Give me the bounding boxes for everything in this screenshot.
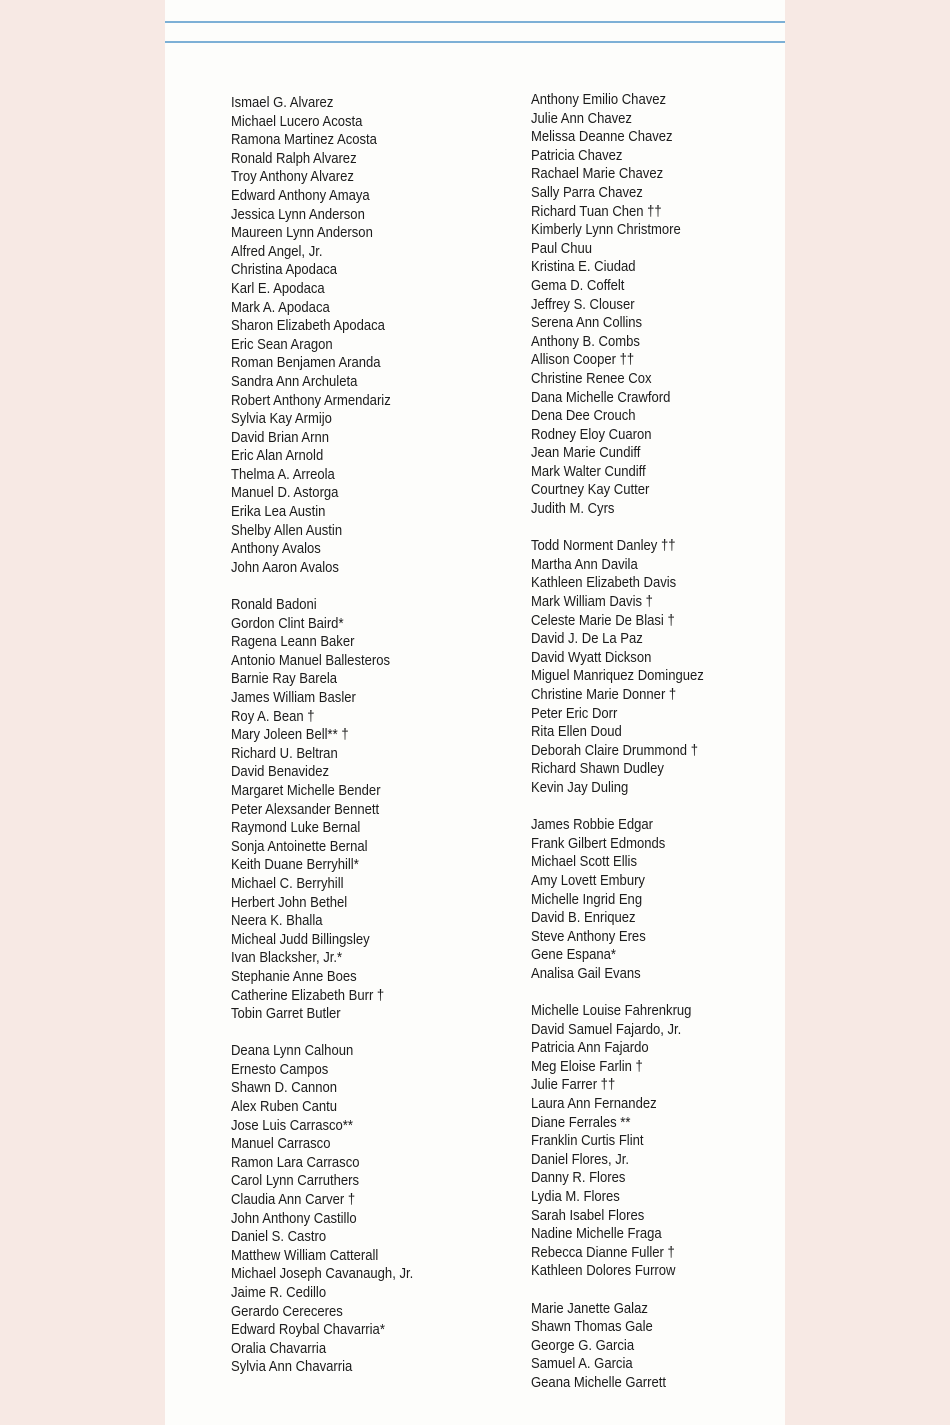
graduate-name: Antonio Manuel Ballesteros bbox=[231, 651, 391, 669]
graduate-name: Maureen Lynn Anderson bbox=[231, 224, 373, 242]
graduate-name: David Samuel Fajardo, Jr. bbox=[531, 1020, 682, 1038]
graduate-name: Peter Eric Dorr bbox=[531, 704, 618, 722]
graduate-name: Rebecca Dianne Fuller † bbox=[531, 1243, 675, 1261]
name-group bbox=[531, 537, 704, 797]
graduate-name: Jessica Lynn Anderson bbox=[231, 205, 365, 223]
graduate-name: Amy Lovett Embury bbox=[531, 871, 645, 889]
top-rule-line bbox=[165, 21, 785, 23]
graduate-name: Michael C. Berryhill bbox=[231, 874, 344, 892]
graduate-name: Erika Lea Austin bbox=[231, 503, 326, 521]
graduate-name: Meg Eloise Farlin † bbox=[531, 1057, 643, 1075]
graduate-name: David Wyatt Dickson bbox=[531, 648, 652, 666]
graduate-name: Dena Dee Crouch bbox=[531, 407, 636, 425]
graduate-name: Celeste Marie De Blasi † bbox=[531, 611, 675, 629]
graduate-name: Eric Sean Aragon bbox=[231, 335, 333, 353]
graduate-name: Anthony B. Combs bbox=[531, 332, 640, 350]
graduate-name: Mark William Davis † bbox=[531, 593, 653, 611]
graduate-name: Jaime R. Cedillo bbox=[231, 1284, 327, 1301]
graduate-name: Tobin Garret Butler bbox=[231, 1005, 341, 1023]
graduate-name: Stephanie Anne Boes bbox=[231, 967, 357, 985]
graduate-name: David Brian Arnn bbox=[231, 428, 330, 446]
graduate-name: Karl E. Apodaca bbox=[231, 279, 325, 297]
graduate-name: Sylvia Ann Chavarria bbox=[231, 1358, 353, 1376]
graduate-name: Mark A. Apodaca bbox=[231, 298, 330, 316]
graduate-name: Herbert John Bethel bbox=[231, 893, 348, 911]
graduate-name: Shawn D. Cannon bbox=[231, 1079, 338, 1097]
graduate-name: Sharon Elizabeth Apodaca bbox=[231, 317, 385, 335]
graduate-name: Sandra Ann Archuleta bbox=[231, 372, 358, 390]
graduate-name: James Robbie Edgar bbox=[531, 816, 653, 834]
graduate-name: Oralia Chavarria bbox=[231, 1339, 327, 1357]
graduate-name: Roman Benjamen Aranda bbox=[231, 354, 381, 372]
graduate-name: Thelma A. Arreola bbox=[231, 465, 335, 483]
graduate-name: Nadine Michelle Fraga bbox=[531, 1225, 662, 1243]
graduate-name: Neera K. Bhalla bbox=[231, 912, 323, 930]
graduate-name: Kevin Jay Duling bbox=[531, 778, 629, 796]
name-group bbox=[531, 91, 704, 519]
graduate-name: Danny R. Flores bbox=[531, 1169, 626, 1187]
graduate-name: James William Basler bbox=[231, 689, 356, 706]
graduate-name: Raymond Luke Bernal bbox=[231, 819, 361, 837]
graduate-name: Steve Anthony Eres bbox=[531, 927, 646, 945]
graduate-name: Anthony Emilio Chavez bbox=[531, 91, 667, 108]
graduate-name: Deborah Claire Drummond † bbox=[531, 741, 698, 759]
graduate-name: Robert Anthony Armendariz bbox=[231, 391, 391, 409]
right-name-column bbox=[531, 91, 704, 1393]
graduate-name: Diane Ferrales ** bbox=[531, 1113, 631, 1131]
graduate-name: David J. De La Paz bbox=[531, 630, 643, 648]
graduate-name: Rachael Marie Chavez bbox=[531, 165, 664, 183]
graduate-name: Martha Ann Davila bbox=[531, 555, 638, 573]
graduate-name: David B. Enriquez bbox=[531, 909, 636, 927]
graduate-name: Melissa Deanne Chavez bbox=[531, 128, 673, 146]
graduate-name: David Benavidez bbox=[231, 763, 330, 781]
graduate-name: Daniel Flores, Jr. bbox=[531, 1150, 629, 1168]
graduate-name: Kathleen Elizabeth Davis bbox=[531, 574, 677, 592]
graduate-name: Lydia M. Flores bbox=[531, 1188, 620, 1206]
graduate-name: Edward Anthony Amaya bbox=[231, 186, 370, 204]
graduate-name: Sally Parra Chavez bbox=[531, 183, 643, 201]
graduate-name: Christine Renee Cox bbox=[531, 369, 652, 387]
graduate-name: John Aaron Avalos bbox=[231, 558, 339, 576]
graduate-name: Micheal Judd Billingsley bbox=[231, 930, 370, 948]
graduate-name: Samuel A. Garcia bbox=[531, 1355, 633, 1373]
graduate-name: Courtney Kay Cutter bbox=[531, 481, 650, 499]
graduate-name: Roy A. Bean † bbox=[231, 707, 315, 725]
name-group bbox=[531, 1002, 704, 1281]
graduate-name: Alfred Angel, Jr. bbox=[231, 242, 323, 260]
graduate-name: Paul Chuu bbox=[531, 239, 593, 257]
graduate-name: Christina Apodaca bbox=[231, 261, 338, 279]
graduate-name: Ramon Lara Carrasco bbox=[231, 1153, 360, 1171]
graduate-name: Jose Luis Carrasco** bbox=[231, 1116, 353, 1134]
graduate-name: Christine Marie Donner † bbox=[531, 686, 677, 703]
graduate-name: Shawn Thomas Gale bbox=[531, 1318, 653, 1336]
graduate-name: Barnie Ray Barela bbox=[231, 670, 338, 688]
graduate-name: Sylvia Kay Armijo bbox=[231, 410, 332, 428]
graduate-name: Richard Shawn Dudley bbox=[531, 760, 664, 778]
graduate-name: Kristina E. Ciudad bbox=[531, 258, 636, 276]
graduate-name: Todd Norment Danley †† bbox=[531, 537, 676, 555]
graduate-name: Manuel Carrasco bbox=[231, 1135, 331, 1153]
graduate-name: Richard U. Beltran bbox=[231, 744, 338, 762]
left-name-column bbox=[231, 94, 413, 1377]
graduate-name: Ramona Martinez Acosta bbox=[231, 131, 377, 149]
graduate-name: Keith Duane Berryhill* bbox=[231, 856, 359, 874]
graduate-name: Anthony Avalos bbox=[231, 540, 321, 558]
graduate-name: Kathleen Dolores Furrow bbox=[531, 1262, 676, 1280]
name-group bbox=[531, 1300, 704, 1393]
graduate-name: Sarah Isabel Flores bbox=[531, 1206, 645, 1224]
graduate-name: Mark Walter Cundiff bbox=[531, 462, 646, 480]
graduate-name: Analisa Gail Evans bbox=[531, 964, 641, 982]
graduate-name: Julie Farrer †† bbox=[531, 1076, 616, 1094]
second-rule-line bbox=[165, 41, 785, 43]
graduate-name: Gema D. Coffelt bbox=[531, 276, 625, 294]
graduate-name: Mary Joleen Bell** † bbox=[231, 726, 349, 744]
graduate-name: Michael Scott Ellis bbox=[531, 853, 637, 871]
graduate-name: John Anthony Castillo bbox=[231, 1209, 357, 1227]
graduate-name: Gene Espana* bbox=[531, 946, 616, 964]
name-group bbox=[231, 94, 413, 577]
graduate-name: Marie Janette Galaz bbox=[531, 1299, 648, 1317]
graduate-name: George G. Garcia bbox=[531, 1336, 635, 1354]
graduate-name: Richard Tuan Chen †† bbox=[531, 202, 662, 220]
graduate-name: Dana Michelle Crawford bbox=[531, 388, 671, 406]
graduate-name: Michelle Ingrid Eng bbox=[531, 890, 643, 908]
graduate-name: Ismael G. Alvarez bbox=[231, 94, 334, 111]
graduate-name: Ronald Ralph Alvarez bbox=[231, 149, 357, 167]
graduate-name: Manuel D. Astorga bbox=[231, 484, 339, 502]
graduate-name: Michelle Louise Fahrenkrug bbox=[531, 1002, 692, 1020]
graduate-name: Sonja Antoinette Bernal bbox=[231, 837, 368, 855]
graduate-name: Ragena Leann Baker bbox=[231, 633, 355, 651]
graduate-name: Geana Michelle Garrett bbox=[531, 1373, 667, 1391]
graduate-name: Eric Alan Arnold bbox=[231, 447, 324, 465]
graduate-name: Edward Roybal Chavarria* bbox=[231, 1321, 385, 1339]
graduate-name: Deana Lynn Calhoun bbox=[231, 1042, 354, 1060]
graduate-name: Matthew William Catterall bbox=[231, 1246, 379, 1264]
graduate-name: Serena Ann Collins bbox=[531, 314, 643, 332]
graduate-name: Carol Lynn Carruthers bbox=[231, 1172, 360, 1190]
graduate-name: Troy Anthony Alvarez bbox=[231, 168, 354, 186]
graduate-name: Jean Marie Cundiff bbox=[531, 444, 641, 462]
graduate-name: Gerardo Cereceres bbox=[231, 1302, 343, 1320]
graduate-name: Judith M. Cyrs bbox=[531, 500, 615, 518]
graduate-name: Shelby Allen Austin bbox=[231, 521, 343, 539]
graduate-name: Claudia Ann Carver † bbox=[231, 1191, 356, 1209]
graduate-name: Allison Cooper †† bbox=[531, 351, 635, 369]
graduate-name: Catherine Elizabeth Burr † bbox=[231, 986, 385, 1004]
graduate-name: Jeffrey S. Clouser bbox=[531, 295, 635, 313]
graduate-name: Kimberly Lynn Christmore bbox=[531, 221, 681, 239]
graduate-name: Rodney Eloy Cuaron bbox=[531, 425, 652, 443]
graduate-name: Michael Joseph Cavanaugh, Jr. bbox=[231, 1265, 414, 1283]
name-group bbox=[231, 596, 413, 1024]
name-group bbox=[231, 1042, 413, 1377]
graduate-name: Julie Ann Chavez bbox=[531, 109, 632, 127]
graduate-name: Patricia Chavez bbox=[531, 146, 623, 164]
graduate-name: Peter Alexsander Bennett bbox=[231, 800, 380, 818]
graduate-name: Franklin Curtis Flint bbox=[531, 1132, 644, 1150]
graduate-name: Miguel Manriquez Dominguez bbox=[531, 667, 704, 685]
graduate-name: Laura Ann Fernandez bbox=[531, 1095, 657, 1113]
graduate-name: Patricia Ann Fajardo bbox=[531, 1039, 649, 1057]
graduate-name: Frank Gilbert Edmonds bbox=[531, 834, 666, 852]
graduate-name: Margaret Michelle Bender bbox=[231, 781, 381, 799]
graduate-name: Michael Lucero Acosta bbox=[231, 112, 363, 130]
graduate-name: Alex Ruben Cantu bbox=[231, 1098, 338, 1116]
graduate-name: Daniel S. Castro bbox=[231, 1228, 327, 1246]
graduate-name: Rita Ellen Doud bbox=[531, 723, 622, 741]
graduate-name: Ronald Badoni bbox=[231, 596, 317, 614]
graduate-name: Ernesto Campos bbox=[231, 1060, 329, 1078]
graduate-name: Ivan Blacksher, Jr.* bbox=[231, 949, 343, 967]
name-group bbox=[531, 816, 704, 983]
graduate-name: Gordon Clint Baird* bbox=[231, 614, 344, 632]
